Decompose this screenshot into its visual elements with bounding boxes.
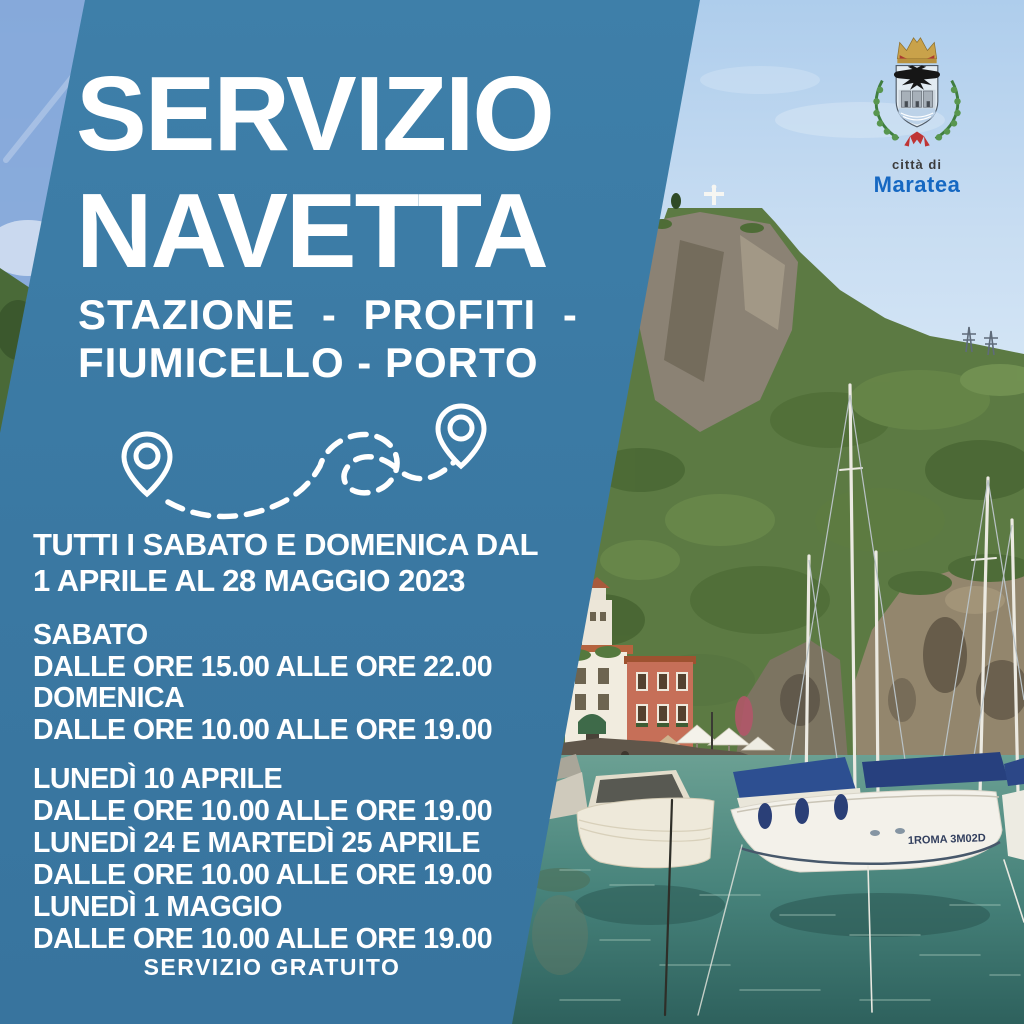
holiday-schedule — [33, 763, 492, 955]
schedule-line: LUNEDÌ 24 E MARTEDÌ 25 APRILE — [33, 827, 480, 859]
service-period — [33, 527, 538, 599]
stops-line-1: STAZIONE - PROFITI - — [78, 291, 578, 338]
schedule-line: SABATO — [33, 619, 148, 651]
crest-city-name: Maratea — [873, 172, 961, 197]
schedule-line: DALLE ORE 15.00 ALLE ORE 22.00 — [33, 650, 493, 683]
schedule-line: LUNEDÌ 1 MAGGIO — [33, 891, 283, 923]
boat-registration: 1ROMA 3M02D — [907, 832, 986, 847]
period-line-2: 1 APRILE AL 28 MAGGIO 2023 — [33, 563, 466, 598]
schedule-line: DALLE ORE 10.00 ALLE ORE 19.00 — [33, 923, 493, 955]
map-pin-icon — [438, 406, 484, 466]
title-line-2: NAVETTA — [76, 172, 547, 290]
schedule-line: LUNEDÌ 10 APRILE — [33, 763, 283, 795]
free-service-note: SERVIZIO GRATUITO — [143, 954, 401, 980]
schedule-line: DALLE ORE 10.00 ALLE ORE 19.00 — [33, 859, 493, 891]
schedule-line: DOMENICA — [33, 682, 185, 714]
stops-line-2: FIUMICELLO - PORTO — [78, 339, 539, 386]
dashed-route-line — [168, 434, 454, 516]
route-stops — [78, 291, 578, 387]
map-pin-icon — [124, 434, 170, 494]
poster-title — [76, 56, 553, 290]
period-line-1: TUTTI I SABATO E DOMENICA DAL — [33, 527, 539, 562]
schedule-line: DALLE ORE 10.00 ALLE ORE 19.00 — [33, 713, 493, 746]
crest-caption: città di — [892, 157, 942, 172]
schedule-line: DALLE ORE 10.00 ALLE ORE 19.00 — [33, 795, 493, 827]
route-map-icon — [104, 396, 514, 526]
weekend-schedule — [33, 620, 492, 746]
title-line-1: SERVIZIO — [76, 55, 553, 173]
